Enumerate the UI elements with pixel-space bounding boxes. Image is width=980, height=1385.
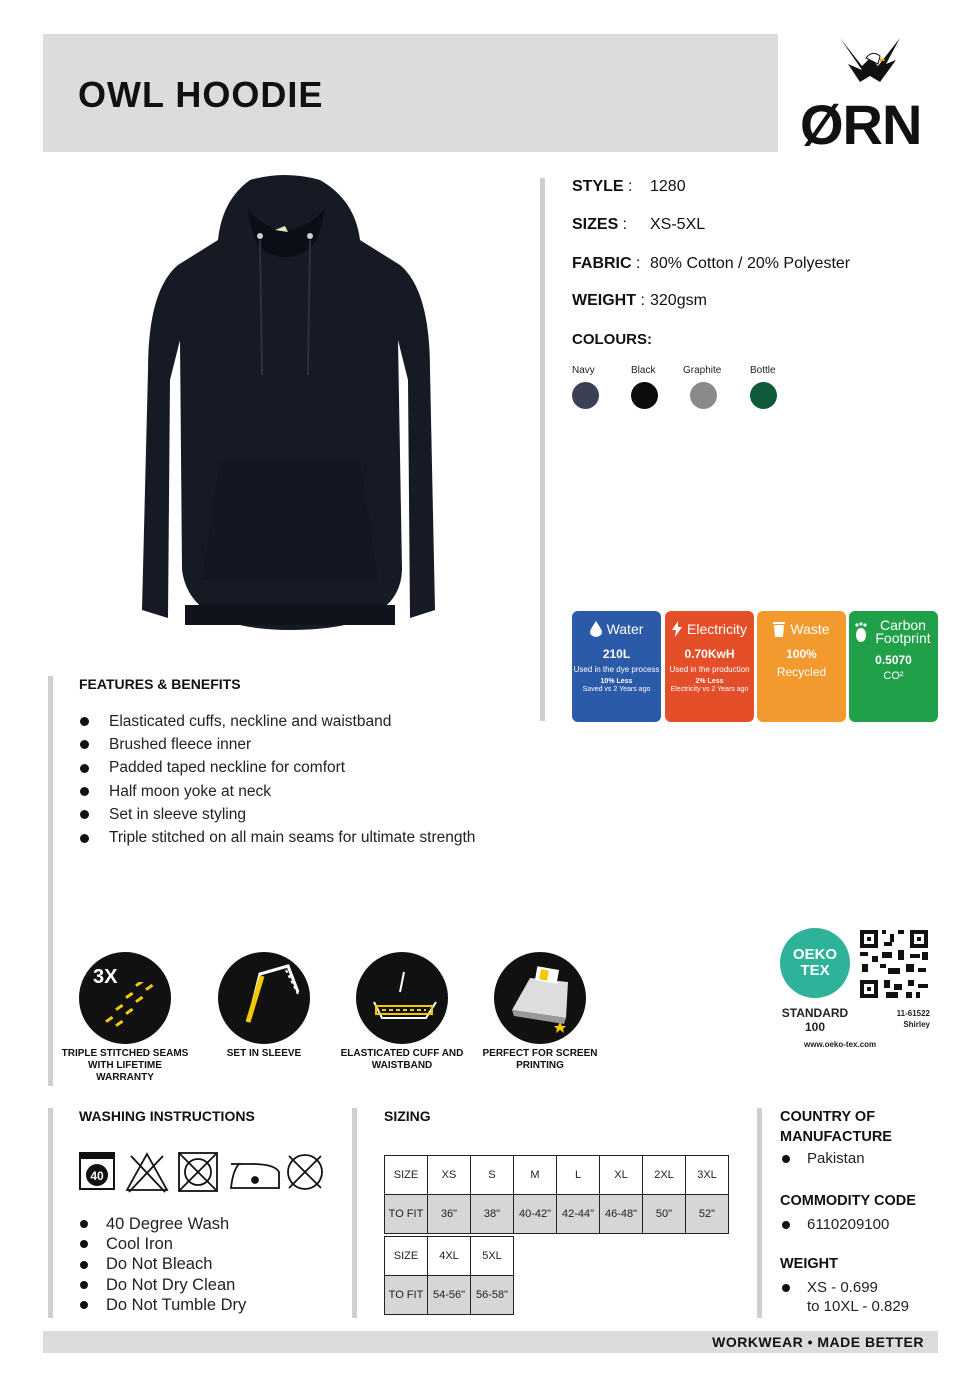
eco-electricity [665,611,754,722]
page-title: OWL HOODIE [78,74,324,115]
colour-name: Black [631,365,656,376]
divider [48,1108,53,1318]
set-in-sleeve-icon [218,952,310,1044]
eco-waste [757,611,846,722]
list-item: Set in sleeve styling [80,803,475,826]
divider [48,676,53,1086]
lightning-icon [672,621,682,637]
table-cell: 5XL [471,1237,514,1276]
colour-name: Bottle [750,365,776,376]
divider [540,178,545,721]
table-cell: 38" [471,1195,514,1234]
eco-value: 0.5070 [875,653,912,667]
eco-note: 2% Less [695,678,724,685]
colour-swatch-bottle[interactable] [750,365,810,409]
size-table [384,1155,729,1234]
list-item: Brushed fleece inner [80,733,475,756]
table-cell: 42-44" [557,1195,600,1234]
spec-sizes: SIZES : XS-5XL [572,216,706,233]
oeko-standard: STANDARD 100 [781,1006,849,1034]
icon-label: SET IN SLEEVE [226,1048,302,1059]
weight-value: XS - 0.699 [782,1279,878,1296]
screen-printing-icon [494,952,586,1044]
eco-value: 0.70KwH [684,647,735,661]
eco-title: Waste [790,621,830,637]
no-tumble-dry-icon [179,1153,217,1191]
no-dry-clean-icon [288,1155,322,1189]
eco-title: Electricity [687,621,747,637]
commodity-value: 6110209100 [782,1216,889,1233]
table-cell: 46-48" [600,1195,643,1234]
list-item: 40 Degree Wash [80,1214,246,1234]
commodity-title: COMMODITY CODE [780,1193,916,1209]
eco-sub: CO² [883,670,904,682]
size-table-2 [384,1236,514,1315]
spec-style: STYLE : 1280 [572,178,686,195]
table-cell: M [514,1156,557,1195]
table-cell: 2XL [643,1156,686,1195]
eco-title: Carbon Footprint [875,617,931,646]
table-cell: 56-58" [471,1276,514,1315]
washing-list [80,1214,246,1315]
eco-sub: Recycled [776,665,827,679]
bin-icon [773,621,785,637]
colours-title: COLOURS: [572,331,652,348]
table-cell: S [471,1156,514,1195]
table-row [385,1276,514,1315]
footer-tagline: WORKWEAR • MADE BETTER [712,1334,924,1350]
spec-label: SIZES [572,216,619,233]
table-cell: SIZE [385,1237,428,1276]
list-item: Elasticated cuffs, neckline and waistband [80,710,475,733]
icon-label: TRIPLE STITCHED SEAMS WITH LIFETIME WARRANTY [61,1048,189,1083]
eco-sub: Used in the production [669,665,750,674]
no-bleach-icon [127,1154,167,1192]
features-list [80,710,475,850]
wash-temp: 40 [90,1169,104,1183]
colour-swatch-black[interactable] [631,365,691,409]
icon-label: PERFECT FOR SCREEN PRINTING [482,1048,598,1071]
table-cell: 52" [686,1195,729,1234]
icon-label: ELASTICATED CUFF AND WAISTBAND [340,1048,464,1071]
table-cell: 3XL [686,1156,729,1195]
list-item: Triple stitched on all main seams for ultimate strength [80,826,475,849]
table-cell: 54-56" [428,1276,471,1315]
eco-carbon [849,611,938,722]
water-drop-icon [590,621,602,637]
list-item: Padded taped neckline for comfort [80,757,475,780]
eco-value: 100% [786,647,817,661]
table-cell: 50" [643,1195,686,1234]
spec-value: 80% Cotton / 20% Polyester [650,255,851,272]
table-row [385,1237,514,1276]
qr-code-icon[interactable] [858,928,930,1000]
table-cell: 36" [428,1195,471,1234]
colour-name: Graphite [683,365,722,376]
wash-icons [79,1150,329,1200]
list-item: Half moon yoke at neck [80,780,475,803]
table-cell: 40-42" [514,1195,557,1234]
spec-label: STYLE [572,178,624,195]
weight-title: WEIGHT [780,1256,838,1272]
table-row [385,1156,729,1195]
colour-dot [631,382,658,409]
table-cell: 4XL [428,1237,471,1276]
table-cell: SIZE [385,1156,428,1195]
list-item: Do Not Bleach [80,1255,246,1275]
spec-value: XS-5XL [650,216,706,233]
table-cell: TO FIT [385,1276,428,1315]
footprint-icon [854,622,868,642]
triple-stitch-icon [79,952,171,1044]
colour-swatch-navy[interactable] [572,365,632,409]
eagle-icon [800,30,940,100]
elasticated-cuff-icon [356,952,448,1044]
colour-dot [690,382,717,409]
oeko-cert: 11-61522 Shirley [896,1009,930,1029]
country-title: COUNTRY OF MANUFACTURE [780,1109,892,1145]
colour-swatch-graphite[interactable] [683,365,743,409]
eco-title: Water [606,621,644,637]
wash-40-icon [80,1153,114,1189]
colour-dot [750,382,777,409]
badge-3x: 3X [93,966,118,988]
oeko-url[interactable]: www.oeko-tex.com [804,1040,877,1049]
eco-value: 210L [602,647,631,661]
brand-logo [800,30,940,155]
cool-iron-icon [231,1164,279,1188]
country-value: Pakistan [782,1150,865,1167]
table-cell: XL [600,1156,643,1195]
list-item: Cool Iron [80,1234,246,1254]
brand-name: ØRN [800,93,922,156]
divider [352,1108,357,1318]
list-item: Do Not Dry Clean [80,1275,246,1295]
eco-sub: Used in the dye process [573,665,660,674]
table-row [385,1195,729,1234]
washing-title: WASHING INSTRUCTIONS [79,1108,255,1124]
spec-fabric: FABRIC : 80% Cotton / 20% Polyester [572,255,851,272]
list-item: Do Not Tumble Dry [80,1295,246,1315]
spec-label: FABRIC [572,255,632,272]
weight-value-2: to 10XL - 0.829 [807,1298,910,1315]
colour-dot [572,382,599,409]
divider [757,1108,762,1318]
sizing-title: SIZING [384,1108,431,1124]
colour-name: Navy [572,365,595,376]
spec-weight: WEIGHT : 320gsm [572,292,707,309]
table-cell: L [557,1156,600,1195]
spec-value: 1280 [650,178,686,195]
eco-note: 10% Less [600,678,633,685]
spec-label: WEIGHT [572,292,636,309]
hoodie-image [130,170,440,640]
eco-water [572,611,661,722]
oeko-logo: OEKO TEX [780,928,850,998]
features-title: FEATURES & BENEFITS [79,676,241,692]
spec-value: 320gsm [650,292,707,309]
eco-note: Electricity vs 2 Years ago [670,686,749,693]
table-cell: TO FIT [385,1195,428,1234]
table-cell: XS [428,1156,471,1195]
eco-note: Saved vs 2 Years ago [582,686,651,693]
